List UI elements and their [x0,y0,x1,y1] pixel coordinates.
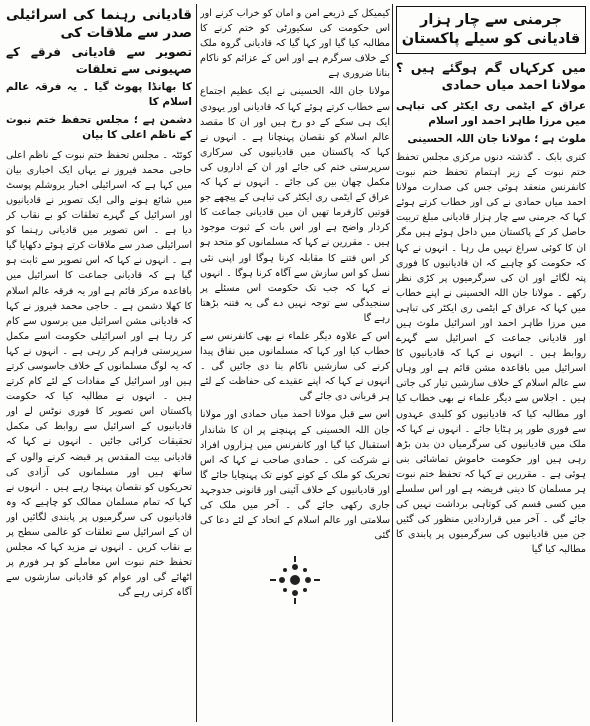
subheadline-1: عراق کے ایٹمی ری ایکٹر کی تباہی میں مرزا طاہر احمد اور اسلام [396,100,586,127]
article-body: کنری بابک ۔ گذشتہ دنوں مرکزی مجلس تحفظ ختم نبوت کے زیر اہتمام تحفظ ختم نبوت کانفرنس منعقد ہوئی جس کی صدارت مولانا احمد میاں حمادی نے کی اور خطاب کرتے ہوئے کہا کہ جرمنی سے چار ہزار قادیانی مبلغ تربیت حاصل کر کے پاکستان میں داخل ہوئے ہیں مگر ان کا کوئی سراغ نہیں مل رہا ۔ انہوں نے کہا کہ حکومت کو چاہیے کہ ان قادیانیوں کا فوری پتہ لگائے اور ان کی سرگرمیوں پر کڑی نظر رکھے ۔ مولانا جان اللہ الحسینی نے اپنے خطاب میں کہا کہ عراق کے ایٹمی ری ایکٹر کی تباہی میں مرزا طاہر احمد اور اسرائیل ملوث ہیں اور قادیانی جماعت کے اسرائیل سے گہرے روابط ہیں ۔ انہوں نے کہا کہ قادیانیوں کا اسرائیل میں باقاعدہ مشن قائم ہے اور وہاں سے عالم اسلام کے خلاف سازشیں تیار کی جاتی ہیں ۔ اجلاس سے دیگر علماء نے بھی خطاب کیا اور مطالبہ کیا کہ قادیانیوں کو کلیدی عہدوں سے فوری طور پر ہٹایا جائے ۔ انہوں نے کہا کہ ملک میں قادیانیوں کی سرگرمیاں دن بدن بڑھ رہی ہیں اور حکومت خاموش تماشائی بنی ہوئی ہے ۔ مقررین نے کہا کہ تحفظ ختم نبوت ہر مسلمان کا دینی فریضہ ہے اور اس سلسلے میں کسی قسم کی کوتاہی برداشت نہیں کی جائے گی ۔ آخر میں قراردادیں منظور کی گئیں جن میں قادیانیوں کی سرگرمیوں پر پابندی کا مطالبہ کیا گیا [396,151,586,556]
ornament-icon [260,553,330,607]
article-body-2: مولانا جان اللہ الحسینی نے ایک عظیم اجتماع سے خطاب کرتے ہوئے کہا کہ قادیانی اور یہودی ایک ہی سکے کے دو رخ ہیں اور ان کا مقصد عالم اسلام کو نقصان پہنچانا ہے ۔ انہوں نے کہا کہ پاکستان میں قادیانیوں کی سرکاری سرپرستی ختم کی جائے اور ان کے اداروں کی مکمل چھان بین کی جائے ۔ انہوں نے کہا کہ عراق کے ایٹمی ری ایکٹر کی تباہی کے پیچھے جو قوتیں کارفرما تھیں ان میں قادیانی جماعت کا کردار واضح ہے اور اس بات کے ثبوت موجود ہیں ۔ مقررین نے کہا کہ مسلمانوں کو متحد ہو کر اس فتنے کا مقابلہ کرنا ہوگا اور اپنی نئی نسل کو اس سازش سے آگاہ کرنا ہوگا ۔ انہوں نے کہا کہ جب تک حکومت اس مسئلے پر سنجیدگی سے توجہ نہیں دے گی یہ فتنہ بڑھتا رہے گا [200,86,390,324]
headline-line-2: تصویر سے قادیانی فرقے کے صہیونی سے تعلقات [6,45,192,76]
headline-line-2: میں کرکہاں گم ہوگئے ہیں ؟ مولانا احمد میاں حمادی [396,59,586,92]
headline-line-1: جرمنی سے چار ہزار قادیانی کو سیلے پاکستان [401,12,581,47]
headline-box [396,6,586,54]
right-column [396,0,586,726]
headline-line-4: دشمن ہے ؛ مجلس تحفظ ختم نبوت کے ناظم اعلی کا بیان [6,114,192,142]
column-divider [392,4,393,722]
middle-column [200,0,390,726]
left-column [6,0,192,726]
article-body: کوئٹہ ۔ مجلس تحفظ ختم نبوت کے ناظم اعلی حاجی محمد فیروز نے یہاں ایک اخباری بیان میں کہا ہے کہ اسرائیلی اخبار یروشلم پوسٹ میں شائع ہونے والی ایک تصویر نے قادیانیوں اور اسرائیل کے گہرے تعلقات کو بے نقاب کر دیا ہے ۔ اس تصویر میں قادیانی رہنما کو اسرائیلی صدر سے ملاقات کرتے ہوئے دکھایا گیا ہے ۔ انہوں نے کہا کہ اس تصویر سے ثابت ہو گیا ہے کہ قادیانی جماعت کا اسرائیل میں باقاعدہ مرکز قائم ہے اور یہ فرقہ عالم اسلام کا کھلا دشمن ہے ۔ حاجی محمد فیروز نے کہا کہ قادیانی مشن اسرائیل میں برسوں سے کام کر رہا ہے اور اسرائیلی حکومت اسے مکمل سرپرستی فراہم کر رہی ہے ۔ انہوں نے کہا کہ یہ لوگ مسلمانوں کے خلاف جاسوسی کرتے ہیں اور اسرائیل کے مفادات کے لئے کام کرتے ہیں ۔ انہوں نے مطالبہ کیا کہ حکومت پاکستان اس تصویر کا فوری نوٹس لے اور قادیانیوں کے اسرائیل سے روابط کی مکمل تحقیقات کرائی جائیں ۔ انہوں نے کہا کہ قادیانی بیت المقدس پر قبضہ کرنے والوں کے ساتھ ہیں اور مسلمانوں کی آزادی کی تحریکوں کو نقصان پہنچا رہے ہیں ۔ انہوں نے کہا کہ تمام مسلمان ممالک کو چاہیے کہ وہ قادیانیوں کی سرگرمیوں پر پابندی لگائیں اور ان کے اسرائیل سے تعلقات کو عالمی سطح پر بے نقاب کریں ۔ انہوں نے مزید کہا کہ مجلس تحفظ ختم نبوت اس معاملے کو ہر فورم پر اٹھائے گی اور عوام کو قادیانی سازشوں سے آگاہ کرتی رہے گی [6,149,192,599]
article-body-1: کیمیکل کے ذریعے امن و امان کو خراب کرنے اور اس حکومت کی سکیورٹی کو ختم کرنے کا مطالبہ کیا گیا اور کہا گیا کہ قادیانی گروہ ملک کے خلاف سرگرم ہے اور اس کے عزائم کو ناکام بنانا ضروری ہے [200,8,390,80]
subheadline-2: ملوث ہے ؛ مولانا جان اللہ الحسینی [407,132,586,145]
article-body-3: اس کے علاوہ دیگر علماء نے بھی کانفرنس سے خطاب کیا اور کہا کہ مسلمانوں میں نفاق پیدا کرنے کی سازشیں ناکام بنا دی جائیں گی ۔ انہوں نے کہا کہ اپنے عقیدے کی حفاظت کے لئے ہر قربانی دی جائے گی [200,330,390,403]
column-divider [196,4,197,722]
headline-line-3: کا بھانڈا پھوٹ گیا ۔ یہ فرقہ عالم اسلام کا [6,80,192,109]
headline-line-1: قادیانی رہنما کی اسرائیلی صدر سے ملاقات کی [6,7,192,42]
article-body-4: اس سے قبل مولانا احمد میاں حمادی اور مولانا جان اللہ الحسینی کے پہنچنے پر ان کا شاندار استقبال کیا گیا اور کانفرنس میں ہزاروں افراد نے شرکت کی ۔ حمادی صاحب نے کہا کہ اس تحریک کو ملک کے کونے کونے تک پہنچایا جائے گا اور قادیانیوں کے خلاف آئینی اور قانونی جدوجہد جاری رکھی جائے گی ۔ آخر میں ملک کی سلامتی اور عالم اسلام کے اتحاد کے لئے دعا کی گئی [200,409,390,542]
